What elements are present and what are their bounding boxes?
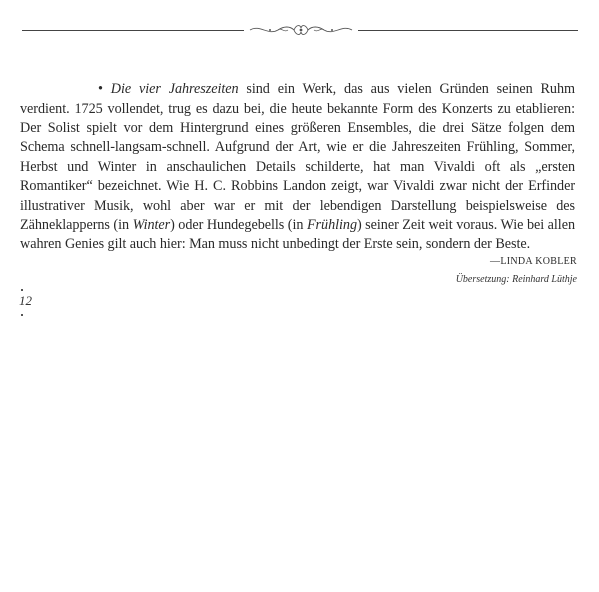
fruehling-title: Frühling xyxy=(306,217,357,234)
decorative-flourish-icon xyxy=(248,21,354,39)
work-title: Die vier Jahreszeiten xyxy=(110,81,239,98)
author-attribution: —LINDA KOBLER xyxy=(490,256,577,267)
page-number: 12 xyxy=(19,293,32,308)
body-paragraph xyxy=(20,80,575,255)
page-marker-top xyxy=(21,289,23,291)
page-marker-bottom xyxy=(21,314,23,316)
body-text-part-2: ) oder Hundegebells (in xyxy=(170,217,307,234)
header-rule-right xyxy=(358,30,578,31)
body-text-part-1: sind ein Werk, das aus vielen Gründen seinen Ruhm verdient. 1725 vollendet, trug es dazu bei, die heute bekannte Form des Konzerts zu etablieren: Der Solist spielt vor dem Hintergrund eines größeren Ensembles, die drei Sätze folgen dem Schema schnell-langsam-schnell. Aufgrund der Art, wie er die Jahreszeiten Frühling, Sommer, Herbst und Winter in anschaulichen Details schilderte, hat man Vivaldi oft als „ersten Romantiker“ bezeichnet. Wie H. C. Robbins Landon zeigt, war Vivaldi zwar nicht der Erfinder illustrativer Musik, wohl aber war er mit der lebendigen Darstellung beispielsweise des Zähneklapperns (in xyxy=(20,81,575,234)
winter-title: Winter xyxy=(132,217,171,234)
header-rule-left xyxy=(22,30,244,31)
body-text-part-3: ) seiner Zeit weit voraus. Wie bei allen wahren Genies gilt auch hier: Man muss nicht unbedingt der Erste sein, sondern der Beste. xyxy=(20,217,575,253)
translator-credit: Übersetzung: Reinhard Lüthje xyxy=(455,274,577,285)
bullet: • xyxy=(98,81,103,98)
